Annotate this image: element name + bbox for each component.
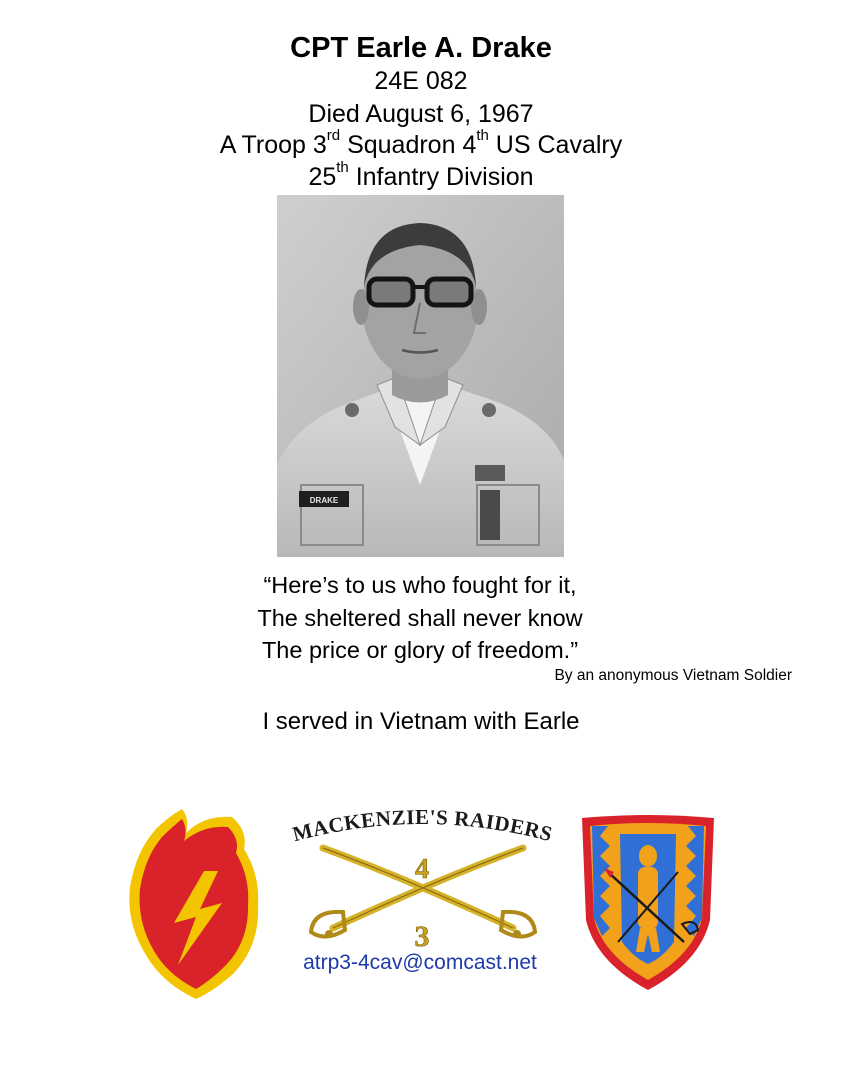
name-tag-text: DRAKE: [309, 496, 339, 505]
wall-panel-number: 24E 082: [374, 67, 468, 95]
served-with-text: I served in Vietnam with Earle: [262, 708, 580, 735]
division-part-2: Infantry Division: [348, 163, 534, 191]
unit-part-3: US Cavalry: [488, 131, 623, 159]
unit-sup-2: th: [476, 126, 489, 144]
unit-sup-1: rd: [326, 126, 341, 144]
mackenzies-raiders-logo: [285, 800, 560, 950]
unit-part-1: A Troop 3: [219, 131, 327, 159]
raiders-title: [290, 805, 555, 846]
memorial-name: CPT Earle A. Drake: [290, 32, 552, 64]
quote-attribution: By an anonymous Vietnam Soldier: [554, 667, 792, 684]
division-part-1: 25: [308, 163, 337, 191]
25th-infantry-division-patch-icon: [122, 805, 264, 1001]
unit-line: [0, 126, 842, 160]
raiders-title-path: MACKENZIE'S RAIDERS: [290, 804, 556, 847]
contact-email[interactable]: atrp3-4cav@comcast.net: [303, 951, 537, 974]
quote-line-3: The price or glory of freedom.”: [261, 637, 579, 663]
regiment-number: 4: [415, 854, 429, 885]
division-sup: th: [336, 158, 349, 176]
unit-part-2: Squadron 4: [340, 131, 477, 159]
division-line: [0, 158, 842, 192]
date-of-death: Died August 6, 1967: [308, 100, 534, 128]
portrait-photo: [277, 195, 564, 557]
quote-line-1: “Here’s to us who fought for it,: [263, 572, 577, 598]
squadron-number: 3: [414, 920, 430, 950]
quote-line-2: The sheltered shall never know: [257, 605, 583, 631]
4th-cavalry-crest-icon: [578, 812, 718, 994]
